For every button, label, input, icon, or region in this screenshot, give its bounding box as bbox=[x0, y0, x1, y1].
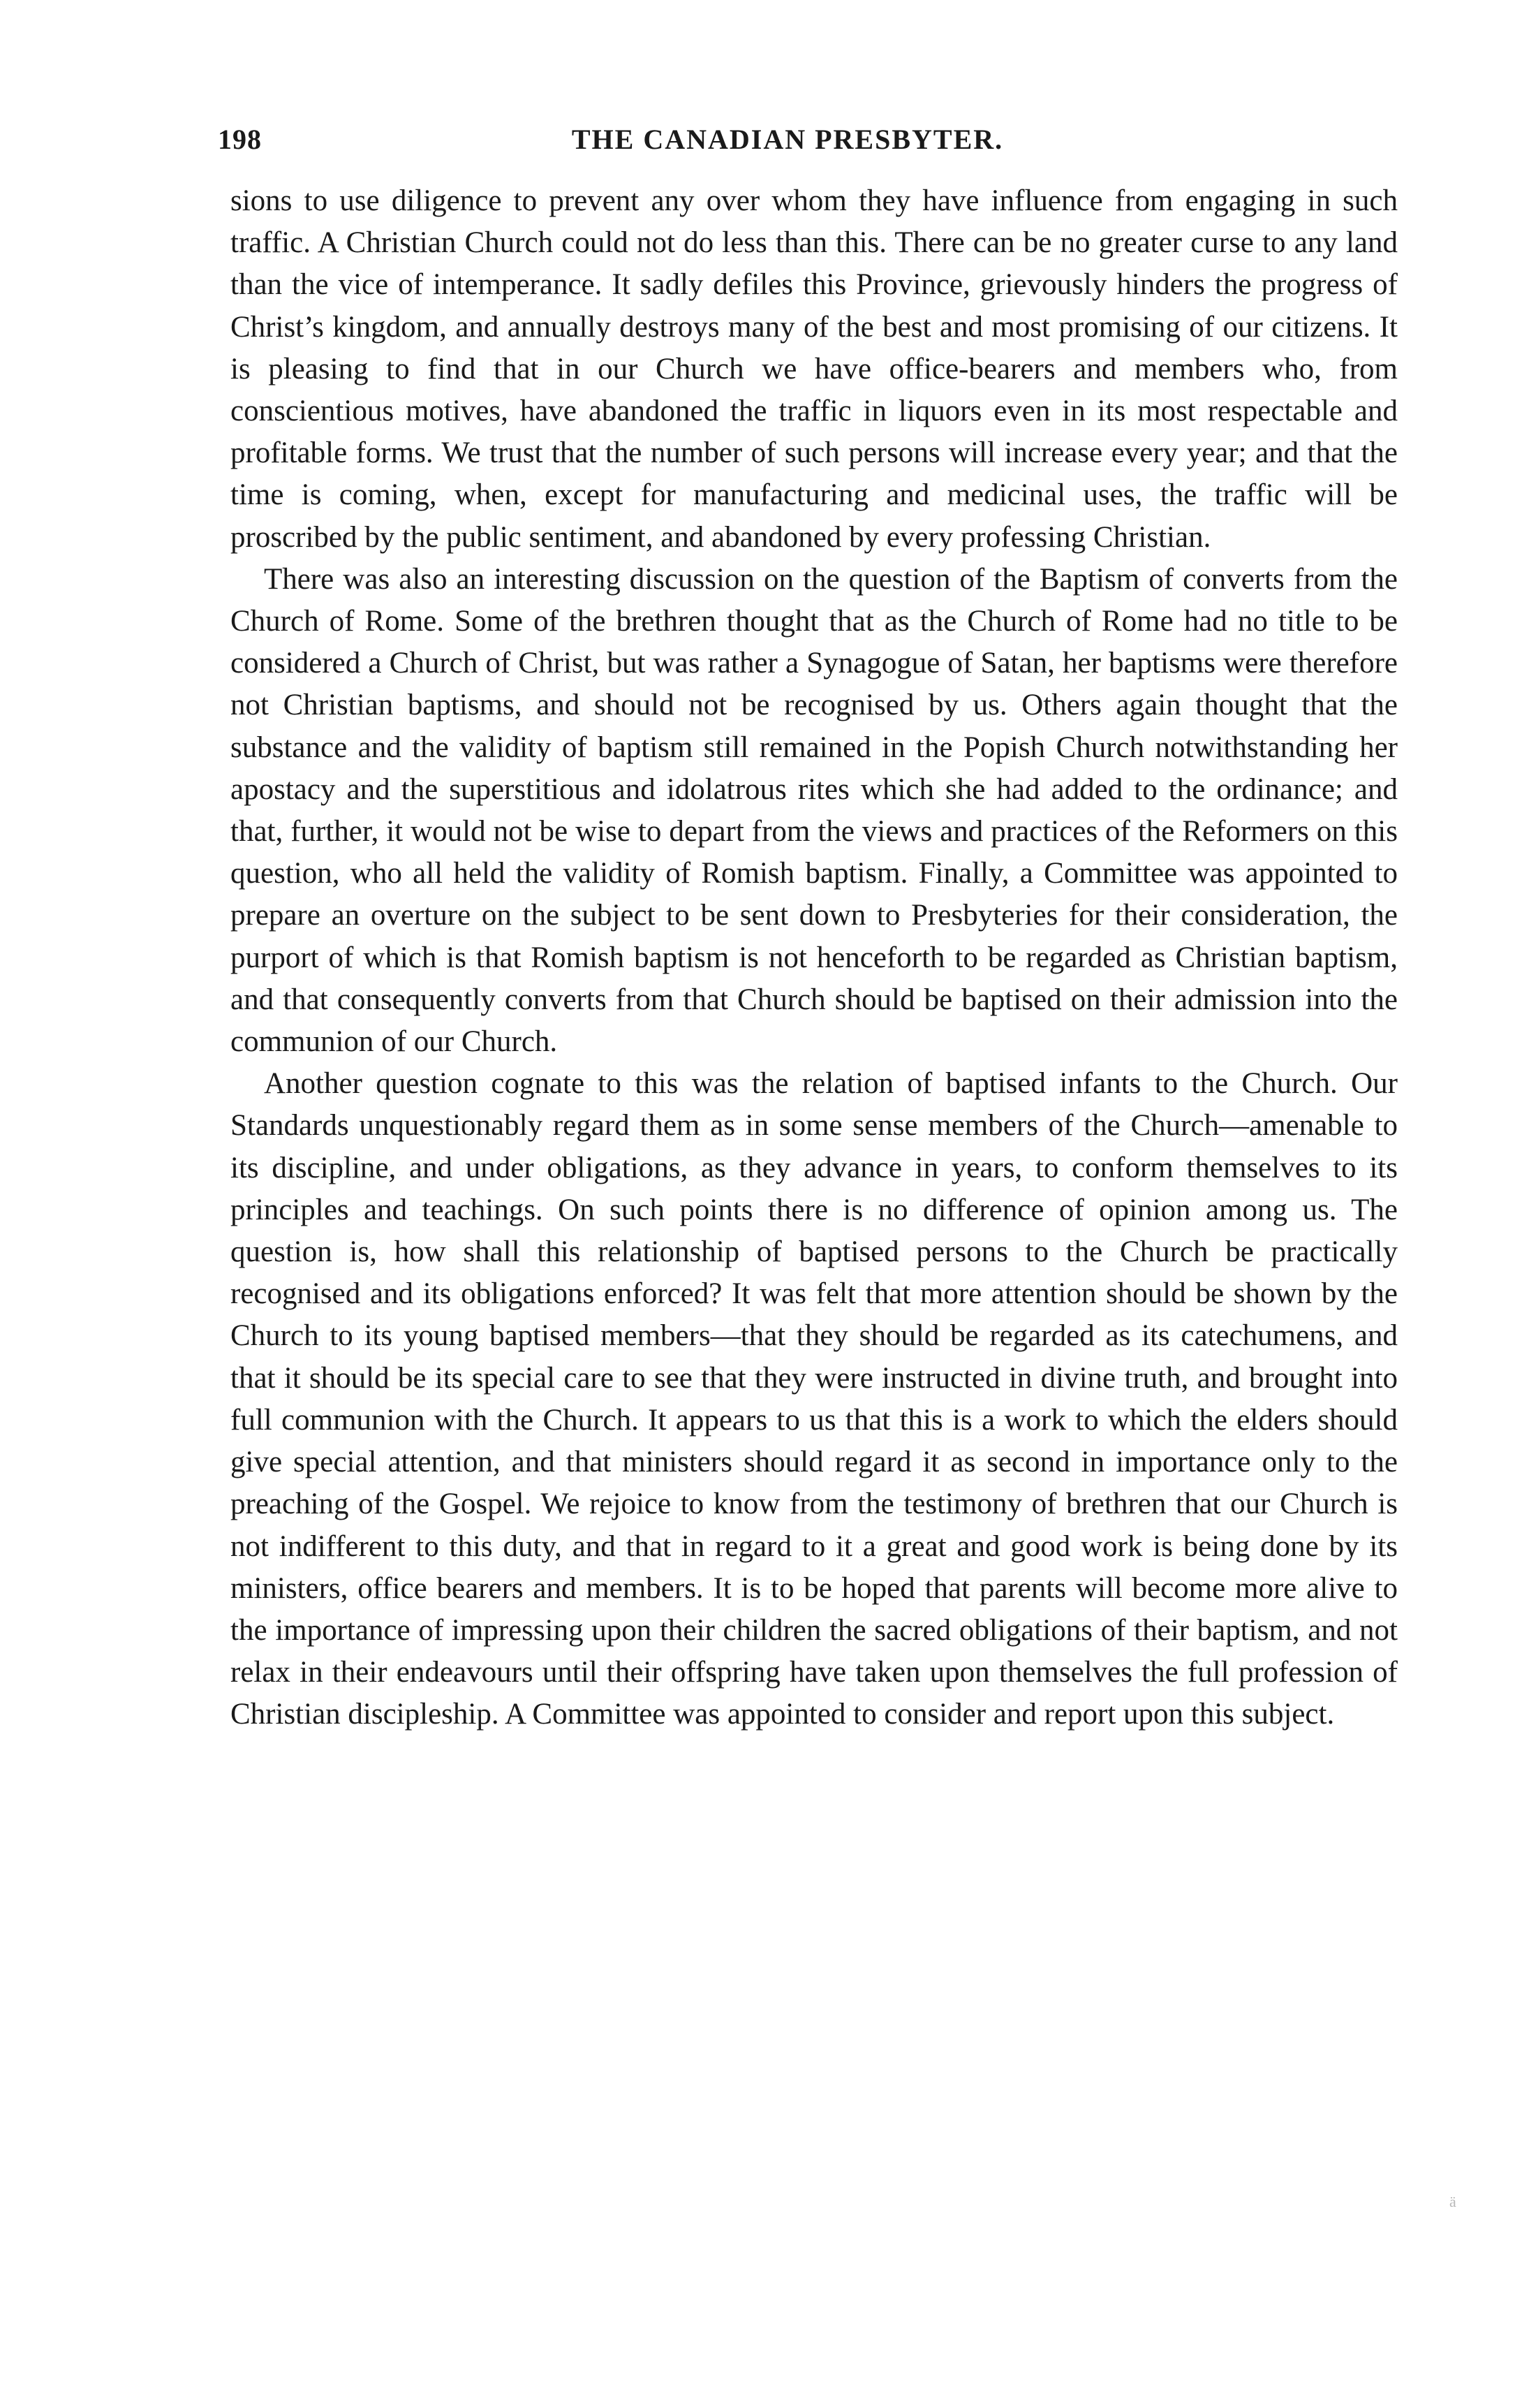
running-head bbox=[218, 123, 1357, 172]
body-text bbox=[230, 180, 1398, 1736]
page-number: 198 bbox=[218, 124, 262, 155]
paragraph-intemperance: sions to use diligence to prevent any over whom they have influence from engaging in such traffic. A Christian Church could not do less than this. There can be no greater curse to any land than the vice of intemperance. It sadly defiles this Province, grievously hinders the progress of Christ’s kingdom, and annually destroys many of the best and most promising of our citizens. It is pleasing to find that in our Church we have office-bearers and members who, from conscientious motives, have abandoned the traffic in liquors even in its most respectable and profitable forms. We trust that the number of such persons will increase every year; and that the time is coming, when, except for manufacturing and medicinal uses, the traffic will be proscribed by the public sentiment, and abandoned by every professing Christian. bbox=[230, 184, 1398, 554]
journal-title: THE CANADIAN PRESBYTER. bbox=[571, 124, 1004, 155]
scan-mark: ä bbox=[1449, 2193, 1456, 2210]
paragraph-baptised-infants: Another question cognate to this was the relation of baptised infants to the Church. Our Standards unquestionably regard them as in some sense members of the Church—amenable to its discipline, and under obligations, as they advance in years, to conform themselves to its principles and teachings. On such points there is no difference of opinion among us. The question is, how shall this relationship of baptised persons to the Church be practically recognised and its obligations enforced? It was felt that more attention should be shown by the Church to its young baptised members—that they should be regarded as its catechumens, and that it should be its special care to see that they were instructed in divine truth, and brought into full communion with the Church. It appears to us that this is a work to which the elders should give special attention, and that ministers should regard it as second in importance only to the preaching of the Gospel. We rejoice to know from the testimony of brethren that our Church is not indifferent to this duty, and that in regard to it a great and good work is being done by its ministers, office bearers and members. It is to be hoped that parents will become more alive to the importance of impressing upon their children the sacred obligations of their baptism, and not relax in their endeavours until their offspring have taken upon themselves the full profession of Christian discipleship. A Committee was appointed to consider and report upon this subject. bbox=[230, 1067, 1398, 1731]
paragraph-romish-baptism: There was also an interesting discussion on the question of the Baptism of converts from the Church of Rome. Some of the brethren thought that as the Church of Rome had no title to be considered a Church of Christ, but was rather a Synagogue of Satan, her baptisms were therefore not Christian baptisms, and should not be recognised by us. Others again thought that the substance and the validity of baptism still remained in the Popish Church notwithstanding her apostacy and the superstitious and idolatrous rites which she had added to the ordinance; and that, further, it would not be wise to depart from the views and practices of the Reformers on this question, who all held the validity of Romish baptism. Finally, a Committee was appointed to prepare an overture on the subject to be sent down to Presbyteries for their consideration, the purport of which is that Romish baptism is not henceforth to be regarded as Christian baptism, and that consequently converts from that Church should be baptised on their admission into the communion of our Church. bbox=[230, 562, 1398, 1059]
